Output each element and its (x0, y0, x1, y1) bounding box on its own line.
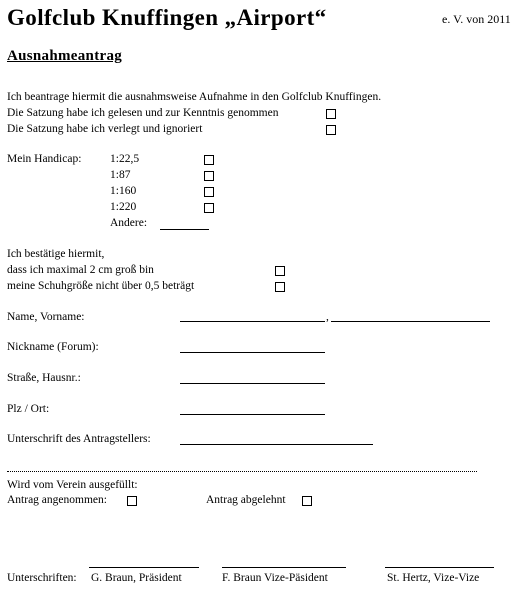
handicap-option-label: 1:87 (110, 169, 131, 181)
handicap-option-label: 1:160 (110, 185, 137, 197)
satzung-read-checkbox[interactable] (326, 109, 336, 119)
applicant-signature-line[interactable] (180, 444, 373, 445)
signature-line-2[interactable] (222, 567, 346, 568)
confirm-line-2: dass ich maximal 2 cm groß bin (7, 264, 154, 276)
signature-line-1[interactable] (89, 567, 199, 568)
shoe-size-checkbox[interactable] (275, 282, 285, 292)
signature-name-3: St. Hertz, Vize-Vize (387, 572, 480, 584)
intro-line-2: Die Satzung habe ich gelesen und zur Kenntnis genommen (7, 107, 279, 119)
handicap-other-label: Andere: (110, 217, 148, 229)
handicap-option-checkbox[interactable] (204, 171, 214, 181)
handicap-other-line[interactable] (160, 229, 209, 230)
street-label: Straße, Hausnr.: (7, 372, 81, 384)
name-label: Name, Vorname: (7, 311, 85, 323)
rejected-checkbox[interactable] (302, 496, 312, 506)
street-line[interactable] (180, 383, 325, 384)
nickname-label: Nickname (Forum): (7, 341, 99, 353)
rejected-label: Antrag abgelehnt (206, 494, 286, 506)
signatures-label: Unterschriften: (7, 572, 77, 584)
satzung-ignored-checkbox[interactable] (326, 125, 336, 135)
signature-line-3[interactable] (385, 567, 494, 568)
handicap-option-checkbox[interactable] (204, 203, 214, 213)
firstname-line[interactable] (331, 321, 490, 322)
handicap-option-checkbox[interactable] (204, 187, 214, 197)
club-suffix: e. V. von 2011 (442, 12, 511, 26)
city-line[interactable] (180, 414, 325, 415)
intro-line-1: Ich beantrage hiermit die ausnahmsweise Aufnahme in den Golfclub Knuffingen. (7, 91, 382, 103)
accepted-checkbox[interactable] (127, 496, 137, 506)
applicant-signature-label: Unterschrift des Antragstellers: (7, 433, 151, 445)
nickname-line[interactable] (180, 352, 325, 353)
height-checkbox[interactable] (275, 266, 285, 276)
intro-line-3: Die Satzung habe ich verlegt und ignoriert (7, 123, 203, 135)
name-line[interactable] (180, 321, 325, 322)
handicap-option-label: 1:22,5 (110, 153, 140, 165)
club-title: Golfclub Knuffingen „Airport“ (7, 5, 327, 30)
section-divider (7, 471, 477, 472)
handicap-option-checkbox[interactable] (204, 155, 214, 165)
signature-name-2: F. Braun Vize-Päsident (222, 572, 328, 584)
accepted-label: Antrag angenommen: (7, 494, 107, 506)
club-section-heading: Wird vom Verein ausgefüllt: (7, 479, 138, 491)
name-comma: , (326, 311, 329, 323)
handicap-label: Mein Handicap: (7, 153, 82, 165)
confirm-line-1: Ich bestätige hiermit, (7, 248, 105, 260)
city-label: Plz / Ort: (7, 403, 50, 415)
signature-name-1: G. Braun, Präsident (91, 572, 182, 584)
handicap-option-label: 1:220 (110, 201, 137, 213)
confirm-line-3: meine Schuhgröße nicht über 0,5 beträgt (7, 280, 195, 292)
document-subtitle: Ausnahmeantrag (7, 48, 123, 64)
